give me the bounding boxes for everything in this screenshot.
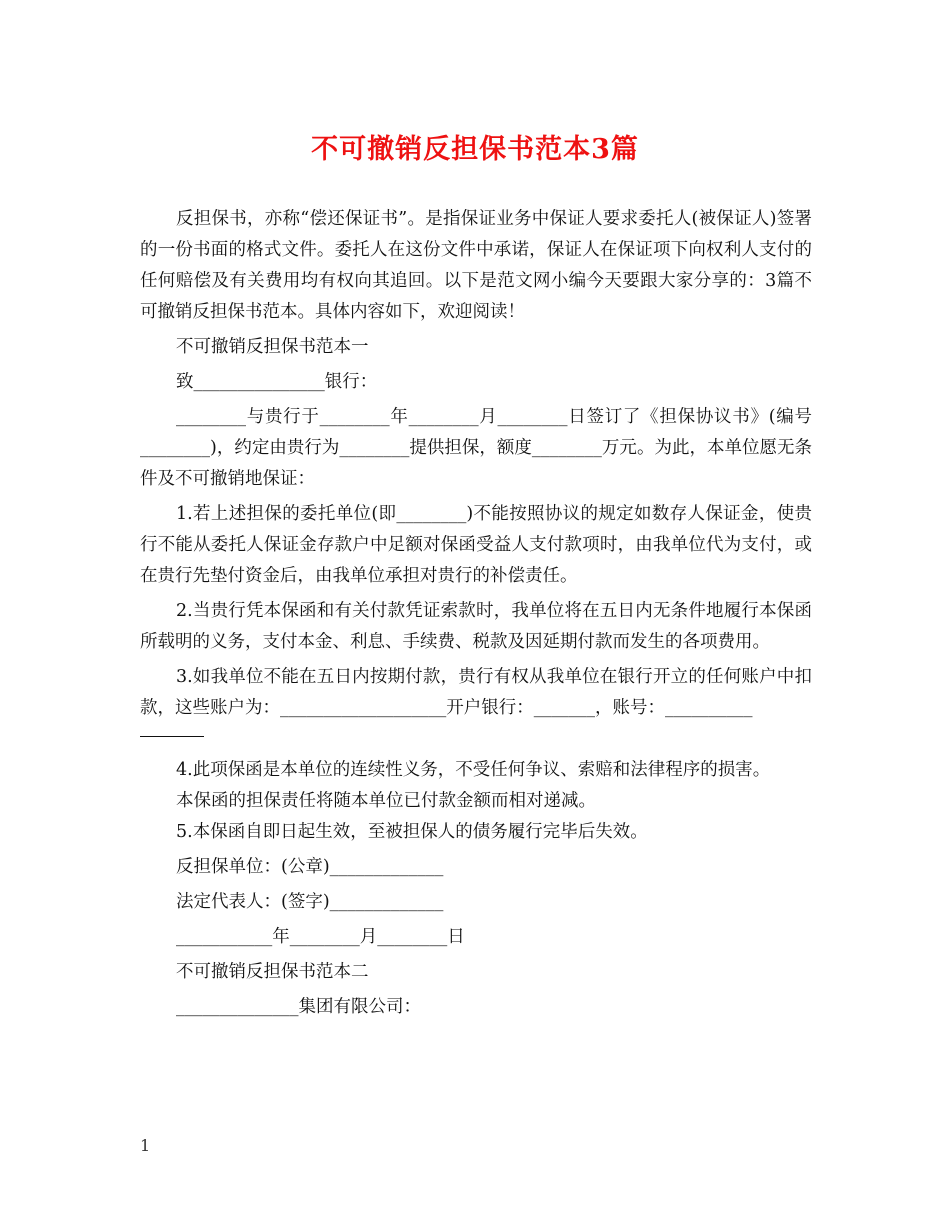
document-title: 不可撤销反担保书范本3篇	[311, 134, 639, 165]
section-heading-2: 不可撤销反担保书范本二	[176, 962, 369, 982]
clause-5: 5.本保函自即日起生效，至被担保人的债务履行完毕后失效。	[176, 822, 648, 842]
date-line: ___________年________月________日	[176, 927, 465, 947]
guarantor-seal-line: 反担保单位：(公章)_____________	[176, 857, 444, 877]
agreement-paragraph: ________与贵行于________年________月________日签订了《担保协议书》(编号________)，约定由贵行为________提供担保，额度________万元。为此，本单位愿无条件及不可撤销地保证：	[140, 407, 812, 489]
clause-1: 1.若上述担保的委托单位(即________)不能按照协议的规定如数存人保证金，使贵行不能从委托人保证金存款户中足额对保函受益人支付款项时，由我单位代为支付，或在贵行先垫付资金后，由我单位承担对贵行的补偿责任。	[140, 504, 812, 586]
clause-3: 3.如我单位不能在五日内按期付款，贵行有权从我单位在银行开立的任何账户中扣款，这些账户为：___________________开户银行：_______，账号：__________	[140, 667, 812, 718]
page-number: 1	[140, 1136, 151, 1155]
clause-4-continuation: 本保函的担保责任将随本单位已付款金额而相对递减。	[176, 791, 596, 811]
legal-representative-line: 法定代表人：(签字)_____________	[176, 892, 444, 912]
intro-paragraph: 反担保书，亦称“偿还保证书”。是指保证业务中保证人要求委托人(被保证人)签署的一份书面的格式文件。委托人在这份文件中承诺，保证人在保证项下向权利人支付的任何赔偿及有关费用均有权向其追回。以下是范文网小编今天要跟大家分享的：3篇不可撤销反担保书范本。具体内容如下，欢迎阅读！	[140, 209, 812, 322]
clause-2: 2.当贵行凭本保函和有关付款凭证索款时，我单位将在五日内无条件地履行本保函所载明的义务，支付本金、利息、手续费、税款及因延期付款而发生的各项费用。	[140, 601, 812, 652]
addressee-line: 致_______________银行：	[176, 372, 378, 392]
company-addressee-line: ______________集团有限公司：	[176, 997, 421, 1017]
section-heading-1: 不可撤销反担保书范本一	[176, 337, 369, 357]
clause-4: 4.此项保函是本单位的连续性义务，不受任何争议、索赔和法律程序的损害。	[176, 760, 771, 780]
blank-underline	[140, 724, 204, 737]
document-body	[140, 204, 812, 1027]
